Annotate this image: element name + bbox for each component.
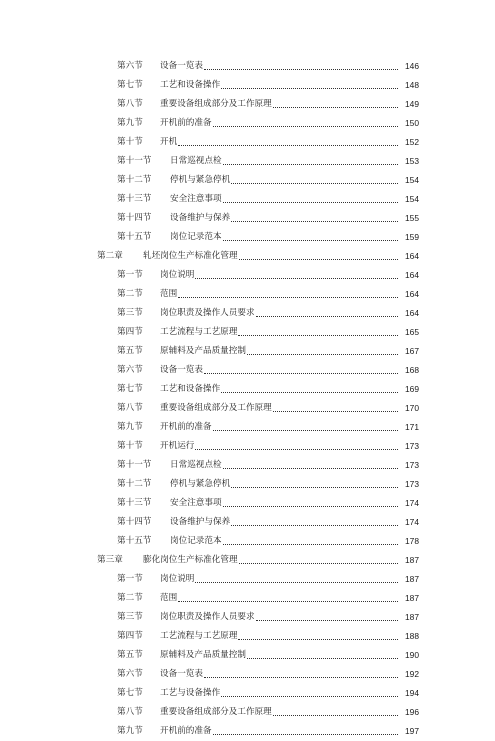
toc-section-entry — [0, 304, 495, 323]
toc-section-entry — [0, 646, 495, 665]
toc-entry-title: 开机运行 — [160, 441, 195, 451]
toc-entry-label: 第七节 — [117, 384, 143, 394]
toc-section-entry — [0, 703, 495, 722]
toc-entry-page-number: 192 — [399, 665, 419, 684]
toc-entry-label: 第九节 — [117, 726, 143, 736]
dot-leader — [178, 297, 400, 298]
toc-entry-label: 第十五节 — [117, 536, 152, 546]
toc-entry-label: 第七节 — [117, 80, 143, 90]
toc-section-entry — [0, 418, 495, 437]
toc-entry-label: 第十四节 — [117, 213, 152, 223]
toc-entry-page-number: 159 — [399, 228, 419, 247]
dot-leader — [204, 373, 400, 374]
toc-entry-page-number: 164 — [399, 304, 419, 323]
toc-entry-label: 第十三节 — [117, 194, 152, 204]
toc-entry-label: 第十节 — [117, 137, 143, 147]
toc-entry-label: 第十五节 — [117, 232, 152, 242]
dot-leader — [223, 240, 400, 241]
toc-entry-title: 原辅料及产品质量控制 — [160, 346, 246, 356]
toc-entry-title: 岗位记录范本 — [170, 536, 222, 546]
toc-entry-page-number: 154 — [399, 190, 419, 209]
toc-section-entry — [0, 285, 495, 304]
toc-entry-page-number: 164 — [399, 285, 419, 304]
dot-leader — [221, 696, 400, 697]
toc-entry-label: 第三节 — [117, 308, 143, 318]
toc-entry-page-number: 149 — [399, 95, 419, 114]
dot-leader — [256, 620, 400, 621]
dot-leader — [213, 430, 400, 431]
toc-entry-page-number: 174 — [399, 494, 419, 513]
toc-section-entry — [0, 133, 495, 152]
dot-leader — [238, 335, 400, 336]
toc-section-entry — [0, 114, 495, 133]
dot-leader — [256, 316, 400, 317]
toc-section-entry — [0, 323, 495, 342]
toc-entry-page-number: 187 — [399, 570, 419, 589]
toc-section-entry — [0, 152, 495, 171]
toc-entry-title: 设备维护与保养 — [170, 213, 231, 223]
toc-entry-page-number: 173 — [399, 475, 419, 494]
toc-entry-label: 第十一节 — [117, 156, 152, 166]
toc-entry-label: 第八节 — [117, 403, 143, 413]
toc-entry-title: 岗位职责及操作人员要求 — [160, 308, 255, 318]
toc-entry-title: 工艺与设备操作 — [160, 688, 221, 698]
toc-entry-label: 第十二节 — [117, 175, 152, 185]
toc-entry-title: 膨化岗位生产标准化管理 — [143, 555, 238, 565]
toc-section-entry — [0, 627, 495, 646]
dot-leader — [231, 487, 400, 488]
toc-entry-title: 开机前的准备 — [160, 726, 212, 736]
dot-leader — [221, 88, 400, 89]
toc-entry-title: 重要设备组成部分及工作原理 — [160, 99, 272, 109]
toc-entry-label: 第一节 — [117, 270, 143, 280]
dot-leader — [231, 525, 400, 526]
toc-entry-page-number: 146 — [399, 57, 419, 76]
toc-entry-title: 岗位说明 — [160, 270, 195, 280]
toc-entry-page-number: 174 — [399, 513, 419, 532]
toc-section-entry — [0, 342, 495, 361]
toc-entry-title: 设备一览表 — [160, 365, 203, 375]
toc-section-entry — [0, 722, 495, 741]
dot-leader — [223, 544, 400, 545]
toc-entry-title: 工艺流程与工艺原理 — [160, 631, 238, 641]
toc-section-entry — [0, 456, 495, 475]
toc-chapter-entry — [0, 551, 495, 570]
toc-entry-title: 岗位说明 — [160, 574, 195, 584]
toc-entry-page-number: 155 — [399, 209, 419, 228]
toc-section-entry — [0, 266, 495, 285]
toc-entry-label: 第六节 — [117, 61, 143, 71]
toc-section-entry — [0, 437, 495, 456]
dot-leader — [239, 563, 400, 564]
toc-entry-label: 第一节 — [117, 574, 143, 584]
toc-entry-label: 第二章 — [97, 251, 123, 261]
toc-section-entry — [0, 228, 495, 247]
dot-leader — [273, 107, 400, 108]
toc-entry-title: 设备一览表 — [160, 61, 203, 71]
toc-entry-label: 第五节 — [117, 346, 143, 356]
toc-entry-page-number: 190 — [399, 646, 419, 665]
toc-entry-label: 第三节 — [117, 612, 143, 622]
toc-entry-title: 重要设备组成部分及工作原理 — [160, 403, 272, 413]
toc-entry-title: 停机与紧急停机 — [170, 479, 231, 489]
toc-entry-label: 第十三节 — [117, 498, 152, 508]
dot-leader — [247, 354, 400, 355]
dot-leader — [195, 582, 400, 583]
dot-leader — [238, 639, 400, 640]
toc-entry-title: 范围 — [160, 289, 178, 299]
toc-entry-label: 第三章 — [97, 555, 123, 565]
toc-entry-page-number: 148 — [399, 76, 419, 95]
toc-entry-page-number: 187 — [399, 589, 419, 608]
toc-section-entry — [0, 171, 495, 190]
toc-entry-title: 工艺流程与工艺原理 — [160, 327, 238, 337]
toc-entry-page-number: 194 — [399, 684, 419, 703]
toc-entry-title: 重要设备组成部分及工作原理 — [160, 707, 272, 717]
toc-entry-page-number: 197 — [399, 722, 419, 741]
toc-section-entry — [0, 570, 495, 589]
toc-entry-title: 日常巡视点检 — [170, 460, 222, 470]
toc-entry-page-number: 153 — [399, 152, 419, 171]
toc-section-entry — [0, 475, 495, 494]
dot-leader — [231, 221, 400, 222]
toc-section-entry — [0, 513, 495, 532]
toc-entry-page-number: 168 — [399, 361, 419, 380]
dot-leader — [204, 69, 400, 70]
toc-entry-label: 第十二节 — [117, 479, 152, 489]
toc-section-entry — [0, 380, 495, 399]
toc-entry-label: 第二节 — [117, 289, 143, 299]
toc-entry-label: 第七节 — [117, 688, 143, 698]
dot-leader — [273, 715, 400, 716]
dot-leader — [273, 411, 400, 412]
dot-leader — [178, 601, 400, 602]
dot-leader — [239, 259, 400, 260]
toc-entry-page-number: 164 — [399, 266, 419, 285]
toc-entry-page-number: 187 — [399, 551, 419, 570]
toc-entry-page-number: 171 — [399, 418, 419, 437]
toc-entry-label: 第六节 — [117, 365, 143, 375]
toc-entry-page-number: 169 — [399, 380, 419, 399]
dot-leader — [221, 392, 400, 393]
dot-leader — [213, 126, 400, 127]
toc-entry-title: 安全注意事项 — [170, 194, 222, 204]
dot-leader — [204, 677, 400, 678]
toc-section-entry — [0, 361, 495, 380]
toc-entry-title: 设备一览表 — [160, 669, 203, 679]
toc-entry-title: 岗位职责及操作人员要求 — [160, 612, 255, 622]
dot-leader — [231, 183, 400, 184]
toc-entry-page-number: 170 — [399, 399, 419, 418]
toc-entry-page-number: 165 — [399, 323, 419, 342]
toc-entry-title: 范围 — [160, 593, 178, 603]
toc-section-entry — [0, 209, 495, 228]
toc-entry-title: 工艺和设备操作 — [160, 80, 221, 90]
toc-entry-label: 第五节 — [117, 650, 143, 660]
toc-entry-title: 安全注意事项 — [170, 498, 222, 508]
toc-entry-page-number: 154 — [399, 171, 419, 190]
toc-entry-page-number: 150 — [399, 114, 419, 133]
toc-entry-label: 第九节 — [117, 118, 143, 128]
toc-entry-title: 停机与紧急停机 — [170, 175, 231, 185]
toc-entry-title: 原辅料及产品质量控制 — [160, 650, 246, 660]
toc-section-entry — [0, 76, 495, 95]
toc-entry-title: 设备维护与保养 — [170, 517, 231, 527]
toc-entry-label: 第二节 — [117, 593, 143, 603]
toc-section-entry — [0, 190, 495, 209]
dot-leader — [223, 506, 400, 507]
toc-entry-page-number: 167 — [399, 342, 419, 361]
toc-entry-label: 第九节 — [117, 422, 143, 432]
toc-chapter-entry — [0, 247, 495, 266]
toc-entry-label: 第八节 — [117, 99, 143, 109]
toc-entry-title: 轧坯岗位生产标准化管理 — [143, 251, 238, 261]
toc-section-entry — [0, 608, 495, 627]
dot-leader — [178, 145, 400, 146]
toc-entry-label: 第八节 — [117, 707, 143, 717]
toc-entry-title: 开机前的准备 — [160, 118, 212, 128]
toc-entry-label: 第十节 — [117, 441, 143, 451]
dot-leader — [247, 658, 400, 659]
toc-entry-page-number: 178 — [399, 532, 419, 551]
dot-leader — [223, 468, 400, 469]
dot-leader — [223, 202, 400, 203]
toc-entry-page-number: 173 — [399, 456, 419, 475]
toc-entry-label: 第六节 — [117, 669, 143, 679]
toc-entry-page-number: 173 — [399, 437, 419, 456]
toc-section-entry — [0, 95, 495, 114]
toc-entry-label: 第十一节 — [117, 460, 152, 470]
dot-leader — [195, 278, 400, 279]
table-of-contents — [0, 57, 495, 741]
toc-entry-title: 日常巡视点检 — [170, 156, 222, 166]
toc-entry-page-number: 152 — [399, 133, 419, 152]
toc-section-entry — [0, 665, 495, 684]
toc-entry-page-number: 164 — [399, 247, 419, 266]
toc-section-entry — [0, 57, 495, 76]
dot-leader — [213, 734, 400, 735]
toc-entry-page-number: 196 — [399, 703, 419, 722]
dot-leader — [195, 449, 400, 450]
toc-section-entry — [0, 494, 495, 513]
toc-section-entry — [0, 399, 495, 418]
toc-section-entry — [0, 684, 495, 703]
toc-entry-title: 开机 — [160, 137, 178, 147]
toc-entry-page-number: 188 — [399, 627, 419, 646]
toc-entry-title: 岗位记录范本 — [170, 232, 222, 242]
toc-entry-page-number: 187 — [399, 608, 419, 627]
toc-section-entry — [0, 589, 495, 608]
toc-entry-label: 第十四节 — [117, 517, 152, 527]
toc-entry-title: 工艺和设备操作 — [160, 384, 221, 394]
dot-leader — [223, 164, 400, 165]
toc-section-entry — [0, 532, 495, 551]
toc-entry-label: 第四节 — [117, 631, 143, 641]
toc-entry-label: 第四节 — [117, 327, 143, 337]
toc-entry-title: 开机前的准备 — [160, 422, 212, 432]
